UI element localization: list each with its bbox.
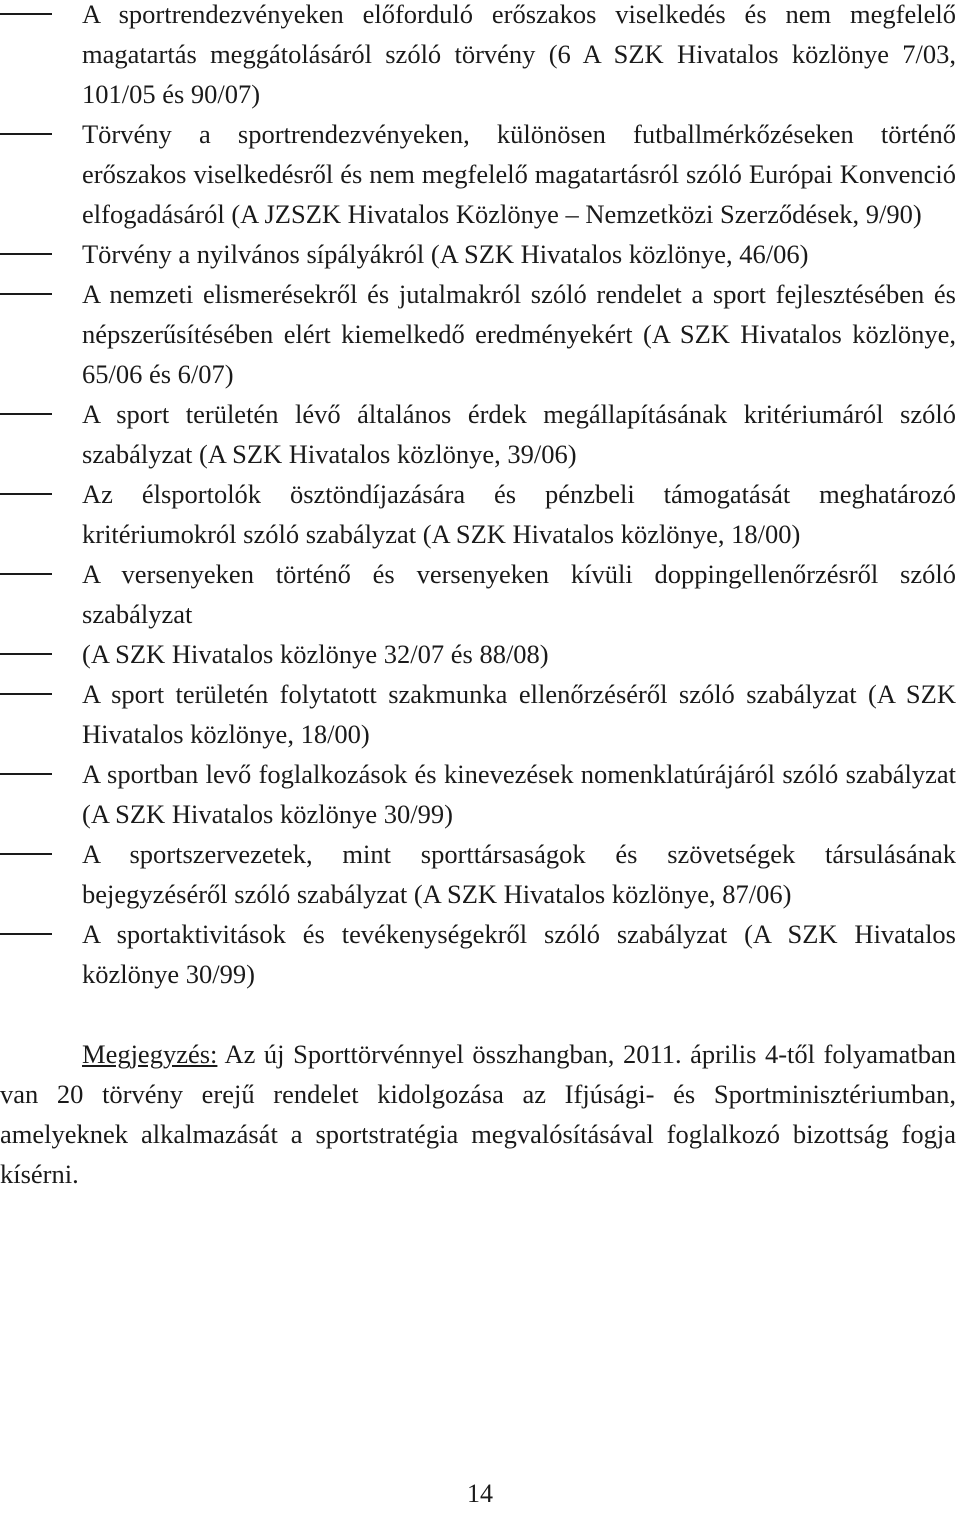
list-item: [0, 394, 956, 474]
dash-bullet: [0, 573, 52, 575]
dash-bullet: [0, 293, 52, 295]
dash-bullet: [0, 133, 52, 135]
list-item-text: Törvény a nyilvános sípályákról (A SZK Hivatalos közlönye, 46/06): [82, 239, 809, 269]
list-item: [0, 474, 956, 554]
dash-bullet: [0, 13, 52, 15]
dash-bullet: [0, 493, 52, 495]
list-item: [0, 274, 956, 394]
list-item-text: A nemzeti elismerésekről és jutalmakról szóló rendelet a sport fejlesztésében és népszerűsítésében elért kiemelkedő eredményekért (A SZK Hivatalos közlönye, 65/06 és 6/07): [82, 279, 956, 389]
list-item: [0, 234, 956, 274]
list-item: [0, 634, 956, 674]
dash-bullet: [0, 693, 52, 695]
list-item-text: Törvény a sportrendezvényeken, különösen futballmérkőzéseken történő erőszakos viselkedésről és nem megfelelő magatartásról szóló Európai Konvenció elfogadásáról (A JZSZK Hivatalos Közlönye – Nemzetközi Szerződések, 9/90): [82, 119, 956, 229]
list-item-text: A sport területén folytatott szakmunka ellenőrzéséről szóló szabályzat (A SZK Hivatalos közlönye, 18/00): [82, 679, 956, 749]
dash-bullet: [0, 933, 52, 935]
dash-bullet: [0, 253, 52, 255]
list-item-text: A sportszervezetek, mint sporttársaságok és szövetségek társulásának bejegyzéséről szóló szabályzat (A SZK Hivatalos közlönye, 87/06): [82, 839, 956, 909]
list-item-text: A sportaktivitások és tevékenységekről szóló szabályzat (A SZK Hivatalos közlönye 30/99): [82, 919, 956, 989]
list-item: [0, 834, 956, 914]
dash-bullet: [0, 773, 52, 775]
list-item: [0, 754, 956, 834]
list-item: [0, 914, 956, 994]
list-item-text: A sportban levő foglalkozások és kinevezések nomenklatúrájáról szóló szabályzat (A SZK Hivatalos közlönye 30/99): [82, 759, 956, 829]
list-item-text: A sportrendezvényeken előforduló erőszakos viselkedés és nem megfelelő magatartás meggátolásáról szóló törvény (6 A SZK Hivatalos közlönye 7/03, 101/05 és 90/07): [82, 0, 956, 109]
note-label: Megjegyzés:: [82, 1039, 218, 1069]
list-item: [0, 674, 956, 754]
list-item-text: Az élsportolók ösztöndíjazására és pénzbeli támogatását meghatározó kritériumokról szóló szabályzat (A SZK Hivatalos közlönye, 18/00): [82, 479, 956, 549]
dash-bullet: [0, 413, 52, 415]
list-item: [0, 114, 956, 234]
list-item: [0, 554, 956, 634]
list-item-text: (A SZK Hivatalos közlönye 32/07 és 88/08): [82, 639, 549, 669]
note-text: Az új Sporttörvénnyel összhangban, 2011. április 4-től folyamatban van 20 törvény erejű rendelet kidolgozása az Ifjúsági- és Sportminisztériumban, amelyeknek alkalmazását a sportstratégia megvalósításával foglalkozó bizottság fogja kísérni.: [0, 1039, 956, 1189]
dash-bullet: [0, 853, 52, 855]
list-item: [0, 0, 956, 114]
list-item-text: A sport területén lévő általános érdek megállapításának kritériumáról szóló szabályzat (A SZK Hivatalos közlönye, 39/06): [82, 399, 956, 469]
dash-bullet: [0, 653, 52, 655]
page-number: 14: [467, 1479, 493, 1508]
list-item-text: A versenyeken történő és versenyeken kívüli doppingellenőrzésről szóló szabályzat: [82, 559, 956, 629]
note-paragraph: [0, 1034, 956, 1194]
